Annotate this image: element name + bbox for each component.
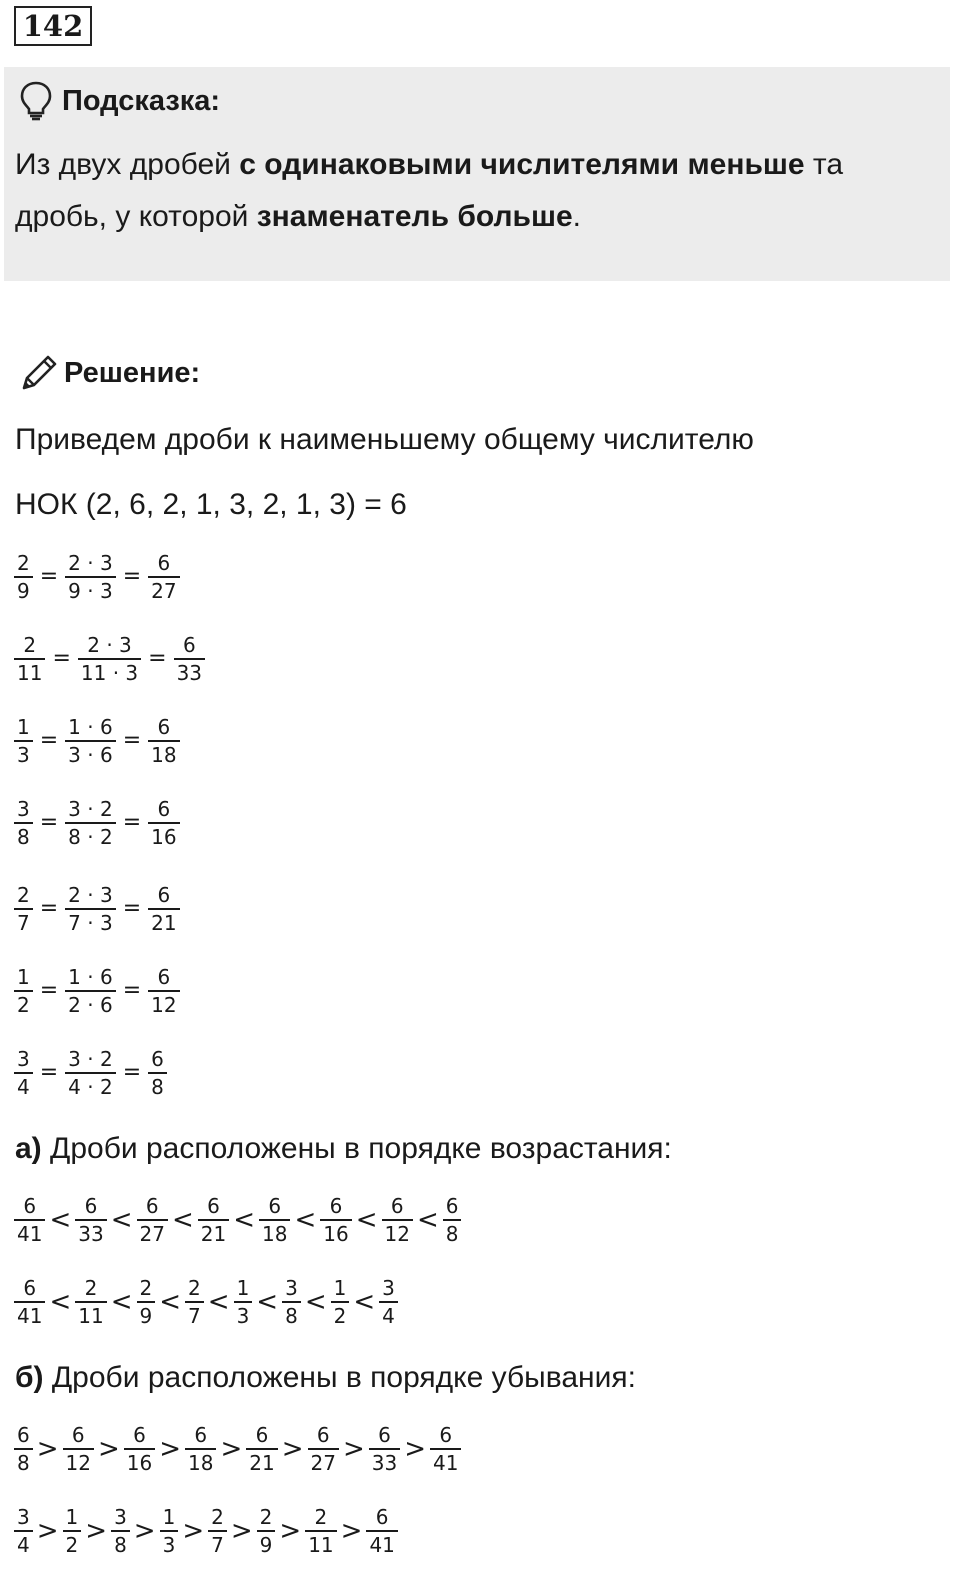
operator: > (230, 1516, 253, 1546)
numerator: 6 (329, 1194, 343, 1218)
denominator: 18 (188, 1451, 214, 1475)
operator: > (182, 1516, 205, 1546)
operator: = (39, 978, 59, 1003)
conversion-row (14, 882, 180, 936)
numerator: 2 · 3 (68, 883, 113, 907)
fraction (308, 1422, 339, 1476)
numerator: 3 (17, 1047, 30, 1071)
fraction (14, 796, 33, 850)
denominator: 2 (65, 1533, 79, 1557)
numerator: 3 (285, 1276, 298, 1300)
fraction (430, 1422, 461, 1476)
conversion-row (14, 714, 180, 768)
numerator: 2 (17, 883, 30, 907)
fraction (14, 964, 33, 1018)
hint-box (4, 67, 950, 281)
numerator: 3 · 2 (68, 1047, 113, 1071)
denominator: 18 (151, 743, 177, 767)
denominator: 7 (188, 1304, 201, 1328)
denominator: 2 · 6 (68, 993, 113, 1017)
operator: > (340, 1516, 363, 1546)
fraction (65, 796, 116, 850)
operator: < (171, 1205, 194, 1235)
denominator: 8 (445, 1222, 459, 1246)
denominator: 8 (114, 1533, 127, 1557)
operator: > (36, 1516, 59, 1546)
fraction (148, 796, 179, 850)
fraction (137, 1275, 156, 1329)
solution-title: Решение: (64, 356, 201, 389)
denominator: 41 (369, 1533, 395, 1557)
lcm-line: НОК (2, 6, 2, 1, 3, 2, 1, 3) = 6 (15, 488, 407, 521)
fraction (14, 550, 33, 604)
fraction (14, 1193, 45, 1247)
fraction (14, 1504, 33, 1558)
operator: < (416, 1205, 439, 1235)
ordering-row (14, 1193, 461, 1247)
denominator: 3 · 6 (68, 743, 113, 767)
denominator: 16 (126, 1451, 153, 1475)
denominator: 8 (151, 1075, 164, 1099)
denominator: 2 (333, 1304, 347, 1328)
fraction (185, 1275, 204, 1329)
operator: = (39, 728, 59, 753)
denominator: 33 (176, 661, 203, 685)
hint-title: Подсказка: (62, 84, 221, 117)
operator: < (49, 1287, 72, 1317)
denominator: 7 (17, 911, 30, 935)
numerator: 6 (84, 1194, 98, 1218)
operator: < (294, 1205, 317, 1235)
fraction (148, 714, 179, 768)
denominator: 41 (433, 1451, 459, 1475)
denominator: 11 (17, 661, 43, 685)
operator: = (122, 564, 142, 589)
operator: < (110, 1205, 133, 1235)
denominator: 4 (17, 1533, 30, 1557)
operator: < (159, 1287, 182, 1317)
solution-header (18, 350, 200, 396)
operator: > (404, 1434, 427, 1464)
hint-header (18, 81, 220, 121)
fraction (257, 1504, 276, 1558)
fraction (305, 1504, 336, 1558)
operator: > (281, 1434, 304, 1464)
operator: = (122, 978, 142, 1003)
numerator: 1 · 6 (68, 715, 113, 739)
denominator: 12 (65, 1451, 91, 1475)
operator: < (256, 1287, 279, 1317)
denominator: 12 (151, 993, 177, 1017)
denominator: 41 (17, 1222, 43, 1246)
denominator: 11 · 3 (80, 661, 139, 685)
operator: = (39, 896, 59, 921)
numerator: 6 (151, 1047, 164, 1071)
fraction (382, 1193, 413, 1247)
operator: = (122, 896, 142, 921)
operator: < (304, 1287, 327, 1317)
fraction (148, 964, 179, 1018)
fraction (63, 1422, 94, 1476)
numerator: 1 (236, 1276, 250, 1300)
part-a-heading: а) Дроби расположены в порядке возрастания: (15, 1132, 672, 1165)
denominator: 27 (310, 1451, 336, 1475)
fraction (111, 1504, 130, 1558)
ordering-row (14, 1422, 461, 1476)
conversion-row (14, 1046, 167, 1100)
operator: = (148, 646, 167, 671)
ordering-row (14, 1275, 398, 1329)
denominator: 9 (259, 1533, 273, 1557)
fraction (246, 1422, 277, 1476)
operator: < (110, 1287, 133, 1317)
task-number: 142 (14, 6, 92, 46)
denominator: 9 (139, 1304, 153, 1328)
denominator: 4 (17, 1075, 30, 1099)
operator: < (49, 1205, 72, 1235)
numerator: 6 (445, 1194, 459, 1218)
numerator: 1 (17, 715, 30, 739)
fraction (14, 1275, 45, 1329)
fraction (65, 714, 116, 768)
fraction (198, 1193, 229, 1247)
fraction (65, 1046, 116, 1100)
fraction (65, 882, 116, 936)
numerator: 6 (133, 1423, 146, 1447)
denominator: 21 (151, 911, 177, 935)
numerator: 3 (382, 1276, 395, 1300)
operator: < (233, 1205, 255, 1235)
denominator: 16 (323, 1222, 349, 1246)
denominator: 4 · 2 (68, 1075, 113, 1099)
numerator: 3 (17, 1505, 30, 1529)
operator: > (342, 1434, 365, 1464)
denominator: 18 (262, 1222, 288, 1246)
fraction (331, 1275, 350, 1329)
numerator: 6 (23, 1194, 37, 1218)
fraction (63, 1504, 82, 1558)
numerator: 6 (378, 1423, 391, 1447)
numerator: 3 (17, 797, 30, 821)
operator: = (39, 1060, 59, 1085)
operator: > (279, 1516, 302, 1546)
lightbulb-icon (18, 80, 54, 122)
denominator: 33 (78, 1222, 104, 1246)
operator: = (39, 564, 59, 589)
numerator: 2 (259, 1505, 273, 1529)
operator: = (39, 810, 59, 835)
numerator: 1 (333, 1276, 347, 1300)
fraction (14, 1422, 33, 1476)
denominator: 21 (249, 1451, 275, 1475)
fraction (160, 1504, 179, 1558)
conversion-row (14, 796, 180, 850)
fraction (75, 1275, 106, 1329)
part-b-heading: б) Дроби расположены в порядке убывания: (15, 1361, 636, 1394)
fraction (369, 1422, 400, 1476)
numerator: 6 (157, 797, 171, 821)
numerator: 6 (390, 1194, 404, 1218)
operator: > (133, 1516, 156, 1546)
numerator: 6 (207, 1194, 220, 1218)
fraction (14, 714, 33, 768)
numerator: 1 (17, 965, 30, 989)
numerator: 6 (439, 1423, 453, 1447)
numerator: 6 (157, 551, 171, 575)
denominator: 7 · 3 (68, 911, 113, 935)
numerator: 2 · 3 (87, 633, 132, 657)
fraction (75, 1193, 106, 1247)
numerator: 2 (23, 633, 37, 657)
denominator: 3 (17, 743, 30, 767)
numerator: 6 (23, 1276, 37, 1300)
denominator: 41 (17, 1304, 43, 1328)
fraction (14, 882, 33, 936)
fraction (78, 632, 141, 686)
operator: > (159, 1434, 182, 1464)
fraction (124, 1422, 155, 1476)
numerator: 1 · 6 (68, 965, 113, 989)
denominator: 21 (200, 1222, 227, 1246)
operator: < (207, 1287, 230, 1317)
denominator: 3 (162, 1533, 176, 1557)
conversion-row (14, 550, 180, 604)
conversion-row (14, 632, 205, 686)
numerator: 2 (211, 1505, 224, 1529)
fraction (208, 1504, 227, 1558)
fraction (443, 1193, 462, 1247)
numerator: 6 (182, 633, 196, 657)
numerator: 1 (162, 1505, 176, 1529)
fraction (65, 964, 116, 1018)
ordering-row (14, 1504, 398, 1558)
numerator: 6 (268, 1194, 282, 1218)
operator: = (52, 646, 71, 671)
numerator: 2 · 3 (68, 551, 113, 575)
fraction (148, 882, 179, 936)
numerator: 6 (157, 883, 171, 907)
fraction (137, 1193, 168, 1247)
conversion-row (14, 964, 180, 1018)
denominator: 8 (285, 1304, 298, 1328)
numerator: 3 · 2 (68, 797, 113, 821)
numerator: 1 (65, 1505, 79, 1529)
operator: > (85, 1516, 108, 1546)
denominator: 8 · 2 (68, 825, 113, 849)
numerator: 2 (314, 1505, 328, 1529)
numerator: 2 (139, 1276, 153, 1300)
operator: = (122, 1060, 142, 1085)
operator: > (220, 1434, 243, 1464)
numerator: 6 (71, 1423, 85, 1447)
fraction (148, 550, 179, 604)
fraction (14, 1046, 33, 1100)
fraction (379, 1275, 398, 1329)
fraction (366, 1504, 397, 1558)
numerator: 6 (17, 1423, 30, 1447)
fraction (185, 1422, 216, 1476)
numerator: 6 (316, 1423, 330, 1447)
fraction (320, 1193, 351, 1247)
numerator: 2 (17, 551, 30, 575)
denominator: 8 (17, 1451, 30, 1475)
numerator: 3 (114, 1505, 127, 1529)
numerator: 6 (157, 965, 171, 989)
fraction (14, 632, 45, 686)
operator: = (122, 810, 142, 835)
pencil-icon (18, 352, 60, 394)
fraction (282, 1275, 301, 1329)
denominator: 27 (151, 579, 177, 603)
numerator: 6 (194, 1423, 208, 1447)
denominator: 27 (139, 1222, 165, 1246)
operator: < (355, 1205, 378, 1235)
denominator: 3 (236, 1304, 250, 1328)
denominator: 4 (382, 1304, 395, 1328)
hint-text: Из двух дробей с одинаковыми числителями меньше та дробь, у которой знаменатель больше. (15, 148, 844, 233)
numerator: 2 (188, 1276, 201, 1300)
numerator: 2 (84, 1276, 98, 1300)
fraction (259, 1193, 290, 1247)
operator: = (122, 728, 142, 753)
operator: > (36, 1434, 59, 1464)
denominator: 12 (384, 1222, 410, 1246)
numerator: 6 (255, 1423, 269, 1447)
denominator: 11 (308, 1533, 334, 1557)
denominator: 2 (17, 993, 30, 1017)
denominator: 33 (371, 1451, 398, 1475)
denominator: 11 (78, 1304, 104, 1328)
operator: < (353, 1287, 376, 1317)
fraction (174, 632, 205, 686)
denominator: 7 (211, 1533, 224, 1557)
numerator: 6 (157, 715, 171, 739)
denominator: 16 (151, 825, 177, 849)
numerator: 6 (145, 1194, 159, 1218)
fraction (148, 1046, 167, 1100)
denominator: 9 (17, 579, 30, 603)
denominator: 8 (17, 825, 30, 849)
solution-intro: Приведем дроби к наименьшему общему числителю (15, 423, 754, 456)
numerator: 6 (375, 1505, 389, 1529)
fraction (65, 550, 116, 604)
denominator: 9 · 3 (68, 579, 113, 603)
fraction (234, 1275, 253, 1329)
operator: > (97, 1434, 120, 1464)
